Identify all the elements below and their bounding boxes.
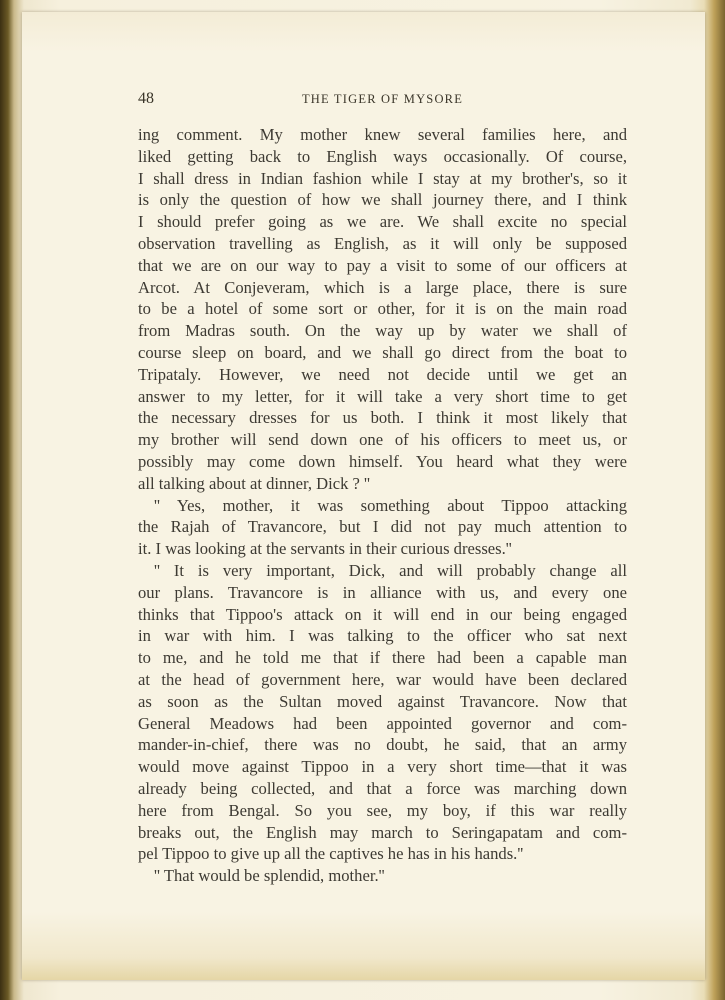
text-line: possibly may come down himself. You heard what they were — [138, 451, 627, 471]
text-line: at the head of government here, war would have been declared — [138, 669, 627, 689]
text-line: course sleep on board, and we shall go direct from the boat to — [138, 342, 627, 362]
text-line: I should prefer going as we are. We shall excite no special — [138, 212, 627, 232]
text-line: that we are on our way to pay a visit to some of our officers at — [138, 255, 627, 275]
text-line: liked getting back to English ways occasionally. Of course, — [138, 146, 627, 166]
page-number: 48 — [138, 90, 154, 107]
text-line: mander-in-chief, there was no doubt, he said, that an army — [138, 735, 627, 755]
text-line: answer to my letter, for it will take a very short time to get — [138, 386, 627, 406]
text-line: already being collected, and that a force was marching down — [138, 778, 627, 798]
text-line: breaks out, the English may march to Seringapatam and com- — [138, 822, 627, 842]
text-line: from Madras south. On the way up by water we shall of — [138, 321, 627, 341]
text-line: my brother will send down one of his officers to meet us, or — [138, 430, 627, 450]
paragraph-start-line: '' Yes, mother, it was something about Tippoo attacking — [154, 495, 627, 515]
running-head: THE TIGER OF MYSORE — [301, 92, 464, 106]
text-line: it. I was looking at the servants in their curious dresses.'' — [138, 539, 512, 559]
text-line: here from Bengal. So you see, my boy, if this war really — [138, 800, 627, 820]
text-line: would move against Tippoo in a very short time—that it was — [138, 757, 627, 777]
text-line: as soon as the Sultan moved against Travancore. Now that — [138, 691, 627, 711]
text-line: all talking about at dinner, Dick ? '' — [138, 473, 371, 493]
body-text — [138, 124, 627, 887]
text-line: observation travelling as English, as it will only be supposed — [138, 233, 627, 253]
text-line: I shall dress in Indian fashion while I stay at my brother's, so it — [138, 168, 627, 188]
paragraph-start-line: '' It is very important, Dick, and will probably change all — [154, 560, 627, 580]
text-line: Tripataly. However, we need not decide until we get an — [138, 364, 627, 384]
text-line: Arcot. At Conjeveram, which is a large place, there is sure — [138, 277, 627, 297]
text-line: to be a hotel of some sort or other, for it is on the main road — [138, 299, 627, 319]
text-line: to me, and he told me that if there had been a capable man — [138, 648, 627, 668]
text-line: is only the question of how we shall journey there, and I think — [138, 190, 627, 210]
text-line: our plans. Travancore is in alliance with us, and every one — [138, 582, 627, 602]
text-line: pel Tippoo to give up all the captives he has in his hands.'' — [138, 844, 524, 864]
paragraph-start-line: '' That would be splendid, mother.'' — [154, 866, 385, 886]
text-line: thinks that Tippoo's attack on it will end in our being engaged — [138, 604, 627, 624]
page-header — [138, 90, 627, 110]
text-line: the necessary dresses for us both. I think it most likely that — [138, 408, 627, 428]
text-line: General Meadows had been appointed governor and com- — [138, 713, 627, 733]
text-line: ing comment. My mother knew several families here, and — [138, 125, 627, 144]
text-line: in war with him. I was talking to the officer who sat next — [138, 626, 627, 646]
text-line: the Rajah of Travancore, but I did not pay much attention to — [138, 517, 627, 537]
